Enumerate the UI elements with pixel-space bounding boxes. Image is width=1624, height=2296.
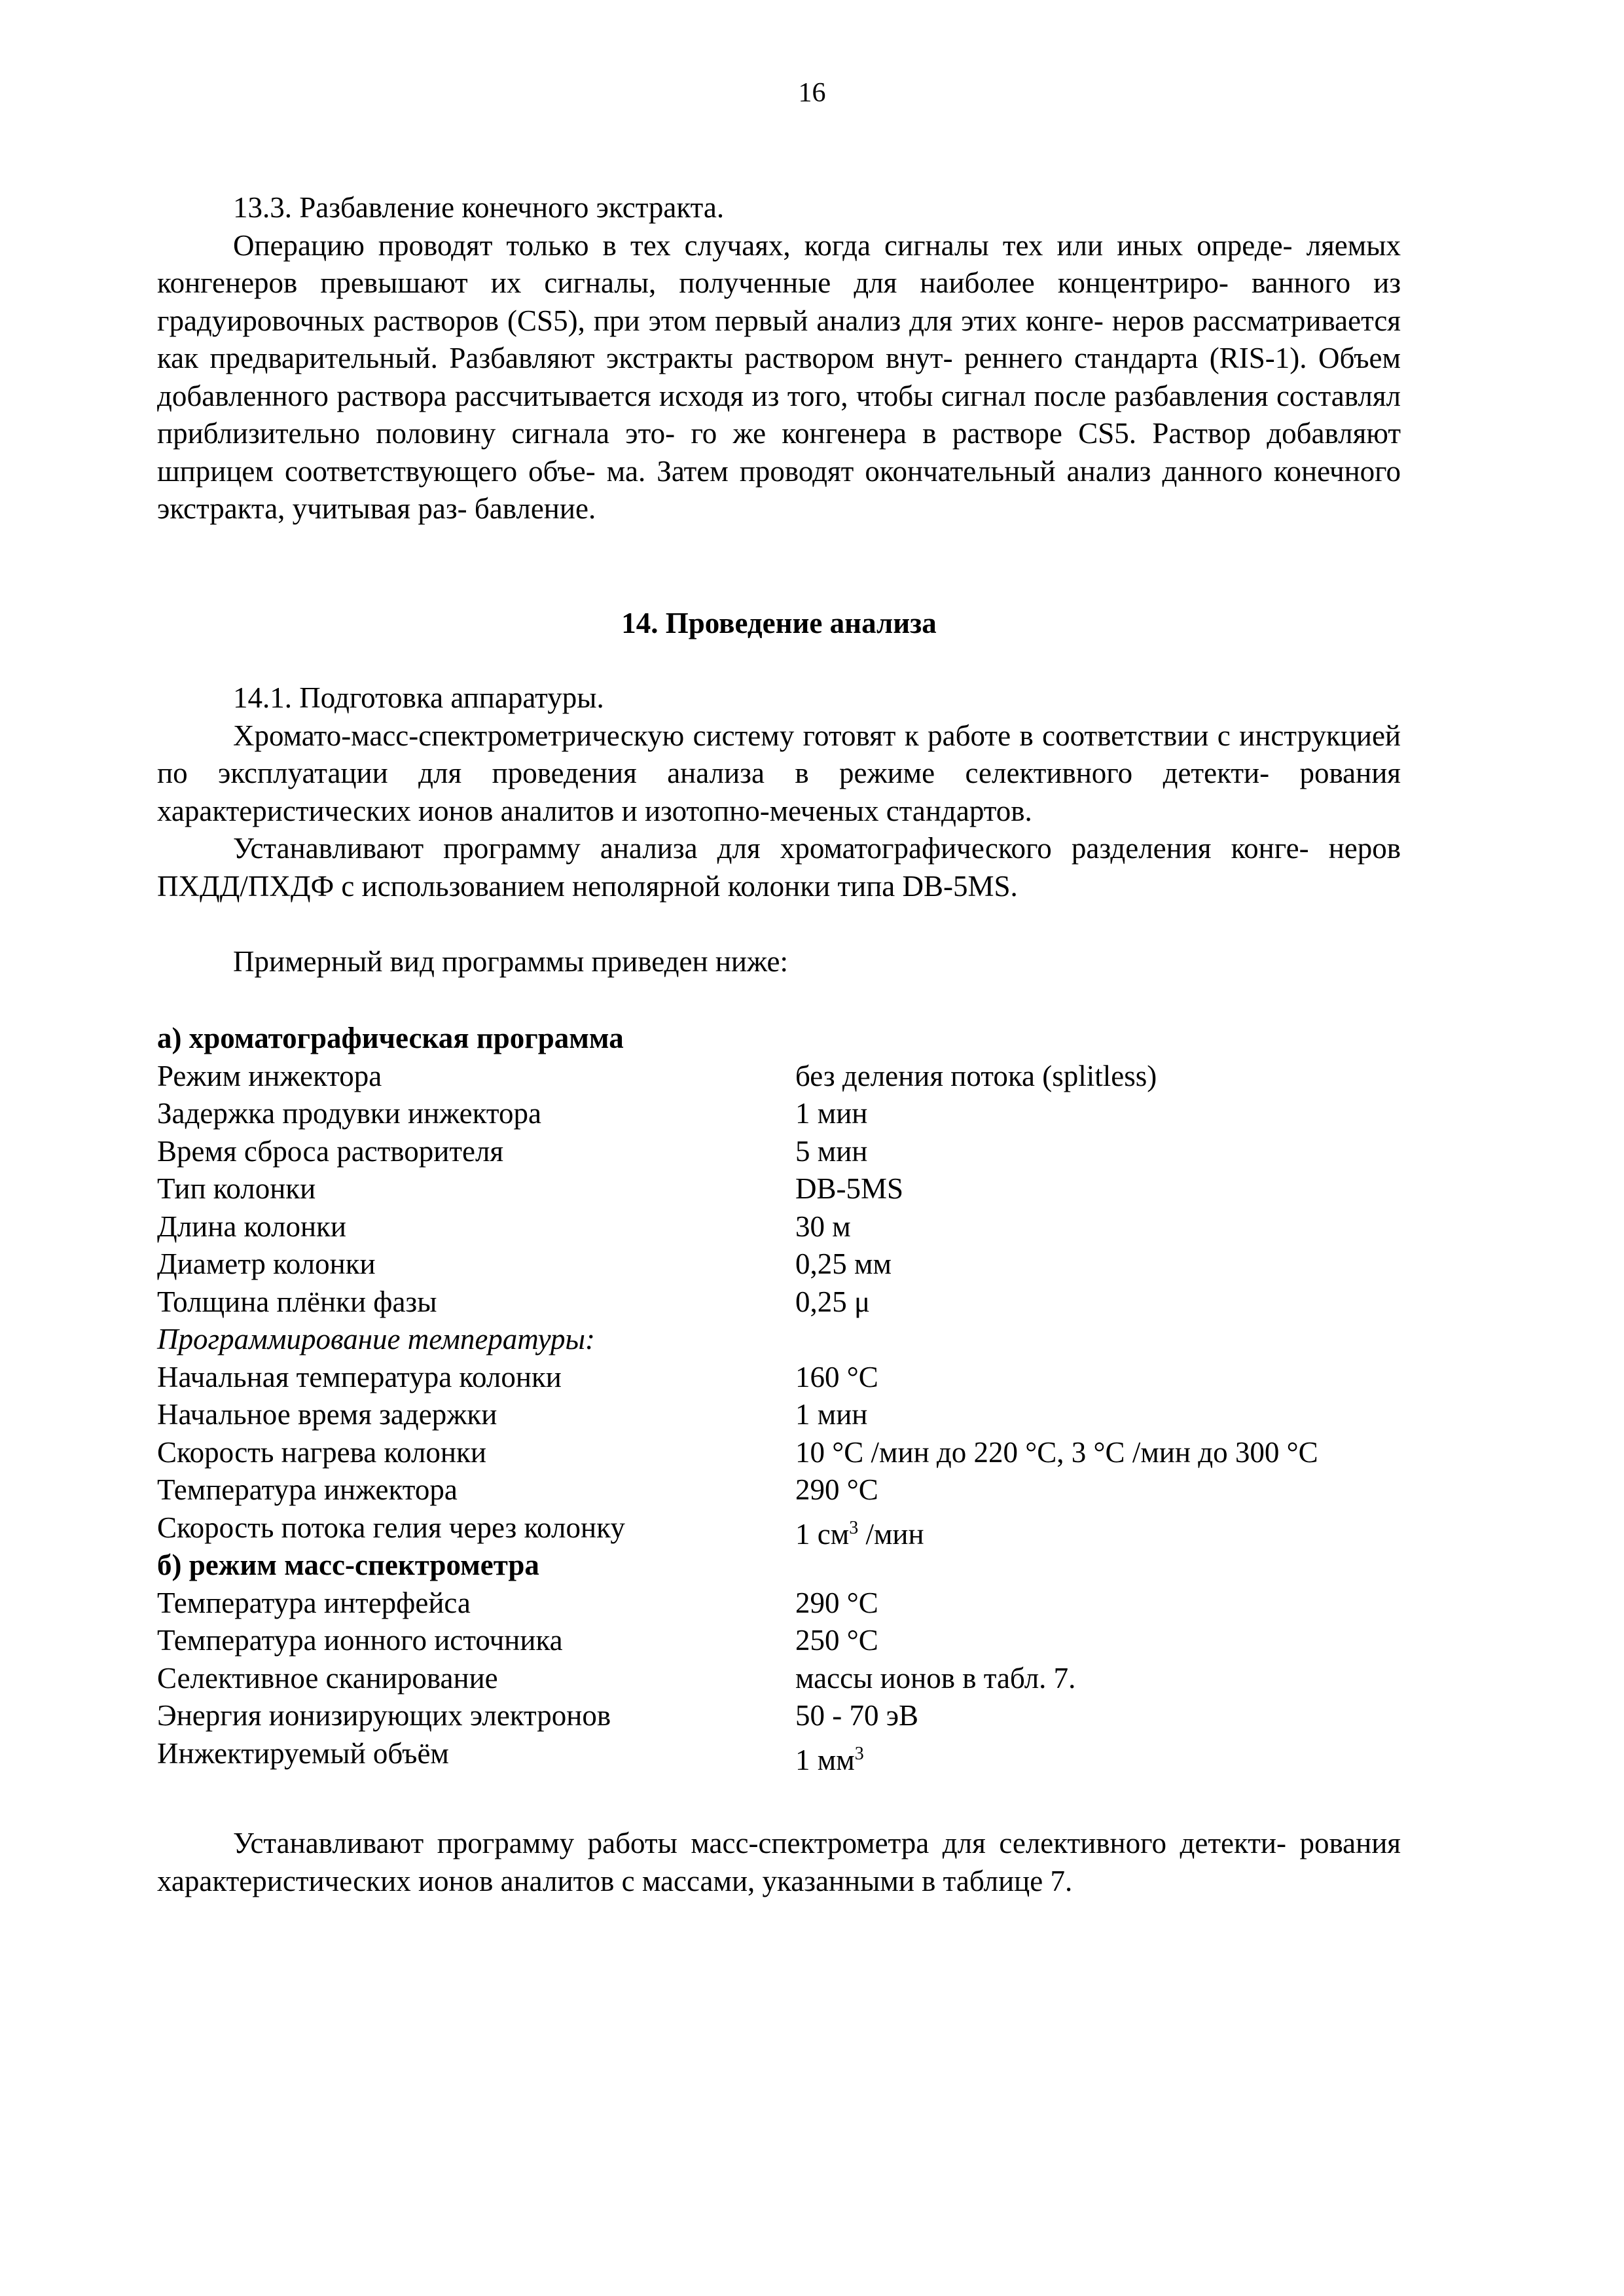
param-label: Режим инжектора (157, 1059, 382, 1092)
param-value: 0,25 мм (795, 1247, 892, 1280)
section-14-heading-block (157, 605, 1401, 643)
param-label: Инжектируемый объём (157, 1736, 449, 1770)
text-line: ма. Затем проводят окончательный анализ данного конечного экстракта, учитывая раз- (157, 454, 1401, 525)
final-paragraph-block (157, 1825, 1401, 1900)
param-label: Скорость потока гелия через колонку (157, 1511, 625, 1544)
text-line: того, чтобы сигнал после разбавления составлял приблизительно половину сигнала это- (157, 379, 1401, 450)
param-label: Тип колонки (157, 1172, 316, 1205)
param-value: 1 мин (795, 1097, 868, 1130)
table-row (157, 1509, 1401, 1551)
param-value: DB-5MS (795, 1172, 904, 1205)
param-value: 30 м (795, 1210, 851, 1243)
table-row (157, 1283, 1401, 1321)
param-label: Длина колонки (157, 1210, 347, 1243)
param-value: 1 мин (795, 1398, 868, 1431)
section-14-1 (157, 679, 1401, 905)
param-label: Время сброса растворителя (157, 1134, 504, 1168)
section-13-3-paragraph (157, 227, 1401, 528)
param-value: 5 мин (795, 1134, 868, 1168)
section-14-heading: 14. Проведение анализа (621, 607, 937, 639)
section-b-title: б) режим масс-спектрометра (157, 1549, 539, 1581)
param-label: Температура интерфейса (157, 1586, 471, 1619)
param-label: Начальная температура колонки (157, 1360, 562, 1393)
text-line: инструкцией по эксплуатации для проведения анализа в режиме селективного детекти- (157, 719, 1401, 789)
text-line: бавление. (474, 492, 596, 525)
param-label: Начальное время задержки (157, 1398, 497, 1431)
table-row (157, 1170, 1401, 1208)
param-value: 160 °С (795, 1360, 878, 1393)
text-line: ляемых конгенеров превышают их сигналы, полученные для наиболее концентриро- (157, 228, 1401, 299)
text-line: го же конгенера в растворе CS5. Раствор добавляют шприцем соответствующего объе- (157, 417, 1401, 488)
param-label: Толщина плёнки фазы (157, 1285, 437, 1318)
param-value: 290 °С (795, 1586, 878, 1619)
table-row (157, 1735, 1401, 1776)
table-row (157, 1246, 1401, 1283)
table-row (157, 1622, 1401, 1660)
table-row (157, 1660, 1401, 1698)
table-row (157, 1585, 1401, 1623)
text-line: Устанавливают программу работы масс-спектрометра для селективного детекти- (233, 1827, 1286, 1859)
param-value: массы ионов в табл. 7. (795, 1661, 1076, 1695)
param-label: Температура инжектора (157, 1473, 458, 1506)
table-row (157, 1697, 1401, 1735)
section-14-1-paragraph-1 (157, 717, 1401, 831)
section-14-1-title: 14.1. Подготовка аппаратуры. (233, 681, 604, 714)
param-value: 1 $см^3$ /мин (795, 1517, 924, 1551)
table-row (157, 1095, 1401, 1133)
program-table (157, 1020, 1401, 1776)
param-label: Температура ионного источника (157, 1624, 563, 1657)
section-13-3-title: 13.3. Разбавление конечного экстракта. (233, 191, 725, 224)
param-label: Диаметр колонки (157, 1247, 376, 1280)
param-label: Селективное сканирование (157, 1661, 498, 1695)
table-row (157, 1208, 1401, 1246)
text-line: ванного из градуировочных растворов (CS5), при этом первый анализ для этих конге- (157, 266, 1401, 337)
text-line: Устанавливают программу анализа для хроматографического разделения конге- (233, 832, 1309, 865)
program-intro: Примерный вид программы приведен ниже: (233, 945, 788, 978)
program-intro-block (157, 943, 1401, 981)
text-line: рования характеристических ионов аналитов с массами, указанными в таблице 7. (157, 1827, 1401, 1897)
text-line: реннего стандарта (RIS-1). Объем добавленного раствора рассчитывается исходя из (157, 342, 1401, 412)
text-line: рования характеристических ионов аналитов и изотопно-меченых стандартов. (157, 757, 1401, 827)
section-13-3 (157, 189, 1401, 528)
param-value: 290 °С (795, 1473, 878, 1506)
text-line: Хромато-масс-спектрометрическую систему готовят к работе в соответствии с (233, 719, 1231, 752)
param-value: 10 °С /мин до 220 °С, 3 °С /мин до 300 °С (795, 1435, 1318, 1469)
table-row (157, 1058, 1401, 1096)
param-value: 50 - 70 эВ (795, 1699, 919, 1732)
text-line: Операцию проводят только в тех случаях, когда сигналы тех или иных опреде- (233, 228, 1293, 262)
table-row (157, 1359, 1401, 1397)
section-14-1-paragraph-2 (157, 830, 1401, 905)
param-label: Скорость нагрева колонки (157, 1435, 486, 1469)
table-row (157, 1434, 1401, 1472)
final-paragraph (157, 1825, 1401, 1900)
param-value: 250 °С (795, 1624, 878, 1657)
param-value: 0,25 μ (795, 1285, 871, 1318)
text-line: неров ПХДД/ПХДФ с использованием неполярной колонки типа DB-5MS. (157, 832, 1401, 903)
param-value: 1 $мм^3$ (795, 1743, 864, 1776)
section-a-title: а) хроматографическая программа (157, 1022, 624, 1054)
page-number: 16 (798, 78, 826, 108)
text-line: неров рассматривается как предварительный. Разбавляют экстракты раствором внут- (157, 304, 1401, 374)
param-value: без деления потока (splitless) (795, 1059, 1157, 1092)
table-row (157, 1396, 1401, 1434)
table-row (157, 1133, 1401, 1171)
param-label: Энергия ионизирующих электронов (157, 1699, 611, 1732)
table-row (157, 1471, 1401, 1509)
param-label: Задержка продувки инжектора (157, 1097, 541, 1130)
temp-programming-title: Программирование температуры: (157, 1323, 596, 1355)
